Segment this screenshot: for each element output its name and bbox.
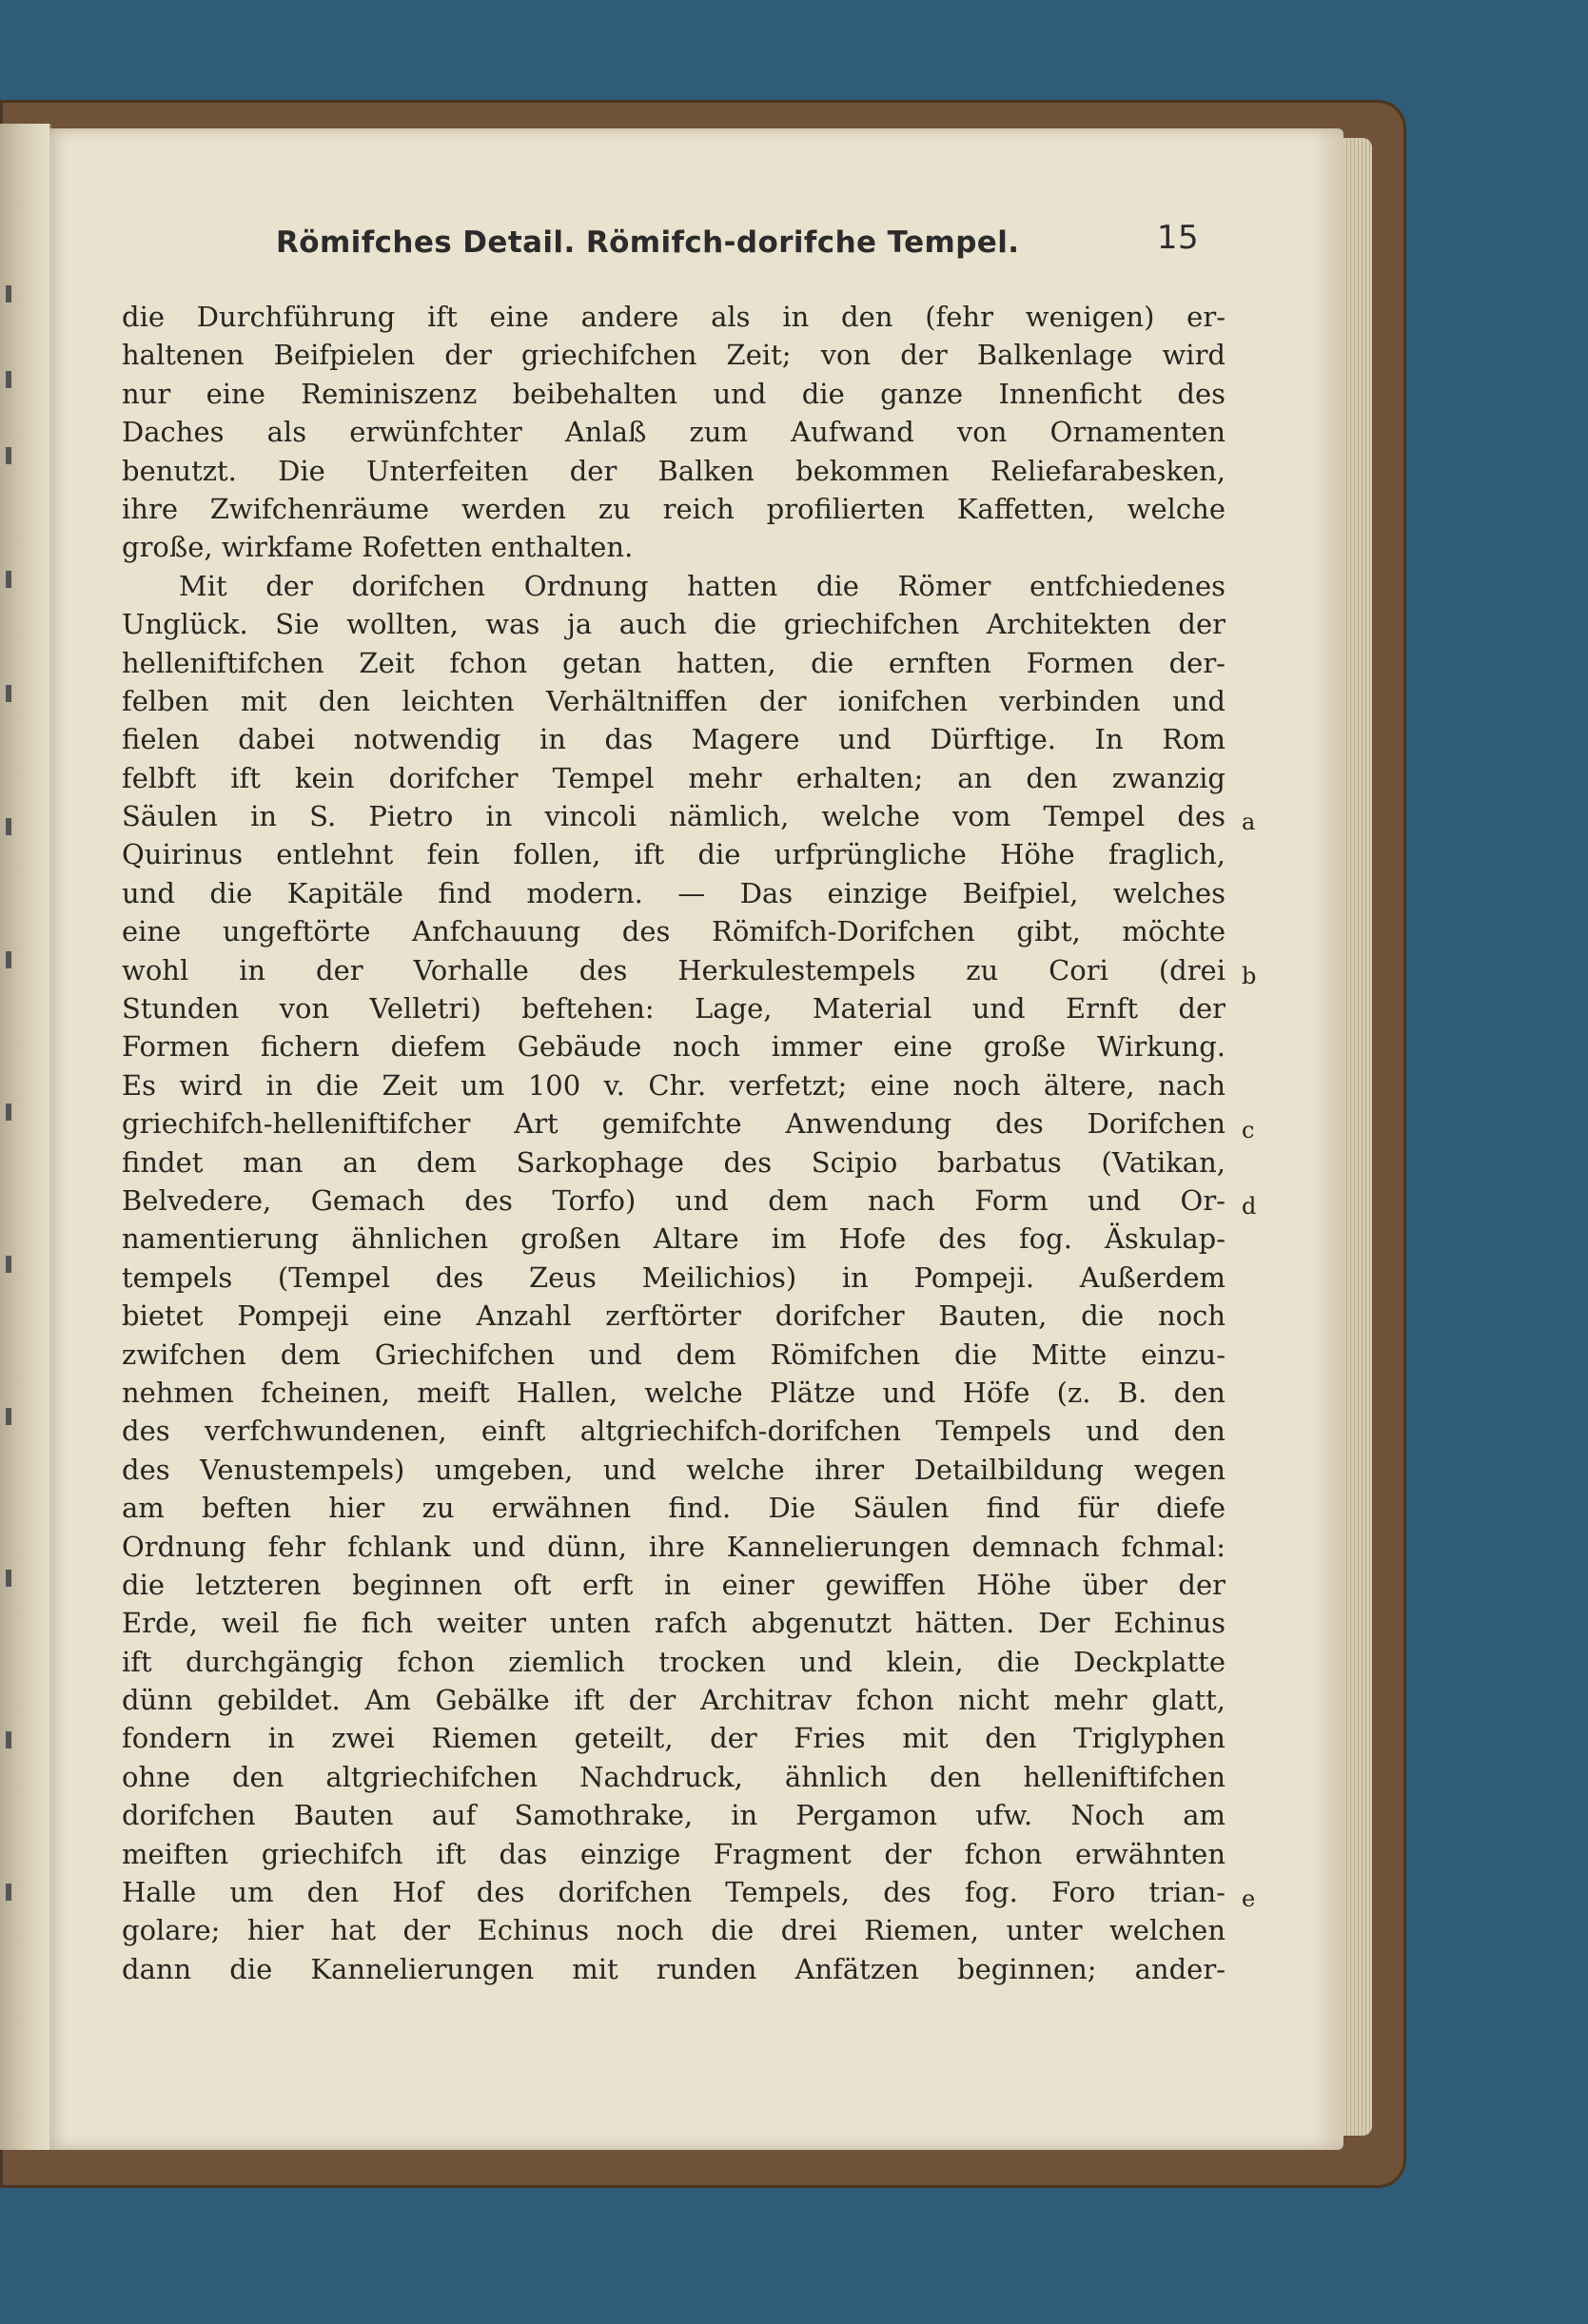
text-line: Belvedere, Gemach des Torfo) und dem nach Form und Or- xyxy=(122,1183,1225,1217)
text-line: golare; hier hat der Echinus noch die drei Riemen, unter welchen xyxy=(122,1914,1225,1947)
text-line: die Durchführung ift eine andere als in den (fehr wenigen) er- xyxy=(122,301,1225,333)
text-line: Ordnung fehr fchlank und dünn, ihre Kannelierungen demnach fchmal: xyxy=(122,1530,1225,1563)
marginal-note-d: d xyxy=(1242,1193,1257,1220)
text-line: eine ungeftörte Anfchauung des Römifch-Dorifchen gibt, möchte xyxy=(122,915,1225,948)
page-edges xyxy=(1343,138,1372,2136)
text-line: Säulen in S. Pietro in vincoli nämlich, welche vom Tempel des xyxy=(122,800,1225,833)
text-line: dann die Kannelierungen mit runden Anfätzen beginnen; ander- xyxy=(122,1952,1225,1985)
text-line: dünn gebildet. Am Gebälke ift der Architrav fchon nicht mehr glatt, xyxy=(122,1684,1225,1717)
text-line: tempels (Tempel des Zeus Meilichios) in Pompeji. Außerdem xyxy=(122,1260,1225,1294)
text-line: haltenen Beifpielen der griechifchen Zeit; von der Balkenlage wird xyxy=(122,339,1225,372)
text-line: am beften hier zu erwähnen find. Die Säulen find für diefe xyxy=(122,1492,1225,1525)
body-text xyxy=(122,298,1225,1988)
text-line: felben mit den leichten Verhältniffen der ionifchen verbinden und xyxy=(122,684,1225,717)
text-line: fielen dabei notwendig in das Magere und Dürftige. In Rom xyxy=(122,723,1225,756)
running-header xyxy=(276,219,1199,266)
text-line: nehmen fcheinen, meift Hallen, welche Plätze und Höfe (z. B. den xyxy=(122,1376,1225,1409)
text-line: große, wirkfame Rofetten enthalten. xyxy=(122,531,634,564)
paragraph-start-line: Mit der dorifchen Ordnung hatten die Römer entfchiedenes xyxy=(179,569,1225,602)
text-line: namentierung ähnlichen großen Altare im Hofe des fog. Äskulap- xyxy=(122,1222,1225,1256)
text-line: Erde, weil fie fich weiter unten rafch abgenutzt hätten. Der Echinus xyxy=(122,1607,1225,1640)
text-line: Halle um den Hof des dorifchen Tempels, des fog. Foro trian- xyxy=(122,1876,1225,1909)
text-line: Es wird in die Zeit um 100 v. Chr. verfetzt; eine noch ältere, nach xyxy=(122,1068,1225,1102)
text-line: zwifchen dem Griechifchen und dem Römifchen die Mitte einzu- xyxy=(122,1338,1225,1371)
text-line: ohne den altgriechifchen Nachdruck, ähnlich den helleniftifchen xyxy=(122,1760,1225,1793)
text-line: Formen fichern diefem Gebäude noch immer eine große Wirkung. xyxy=(122,1030,1225,1064)
running-title: Römifches Detail. Römifch-dorifche Tempel. xyxy=(276,225,1020,260)
text-line: Quirinus entlehnt fein follen, ift die urfprüngliche Höhe fraglich, xyxy=(122,838,1225,871)
text-line: wohl in der Vorhalle des Herkulestempels zu Cori (drei xyxy=(122,953,1225,986)
text-line: die letzteren beginnen oft erft in einer gewiffen Höhe über der xyxy=(122,1568,1225,1601)
text-line: nur eine Reminiszenz beibehalten und die ganze Innenficht des xyxy=(122,377,1225,410)
text-line: Stunden von Velletri) beftehen: Lage, Material und Ernft der xyxy=(122,992,1225,1025)
marginal-note-c: c xyxy=(1242,1117,1255,1143)
text-line: Daches als erwünfchter Anlaß zum Aufwand von Ornamenten xyxy=(122,416,1225,449)
text-line: fondern in zwei Riemen geteilt, der Fries mit den Triglyphen xyxy=(122,1722,1225,1755)
text-line: dorifchen Bauten auf Samothrake, in Pergamon ufw. Noch am xyxy=(122,1799,1225,1832)
text-line: felbft ift kein dorifcher Tempel mehr erhalten; an den zwanzig xyxy=(122,761,1225,794)
text-line: ihre Zwifchenräume werden zu reich profilierten Kaffetten, welche xyxy=(122,492,1225,525)
left-page-text-fragments xyxy=(6,285,34,1998)
text-line: Unglück. Sie wollten, was ja auch die griechifchen Architekten der xyxy=(122,608,1225,641)
text-line: griechifch-helleniftifcher Art gemifchte Anwendung des Dorifchen xyxy=(122,1107,1225,1141)
marginal-note-b: b xyxy=(1242,963,1257,989)
text-line: helleniftifchen Zeit fchon getan hatten, die ernften Formen der- xyxy=(122,646,1225,679)
text-line: findet man an dem Sarkophage des Scipio barbatus (Vatikan, xyxy=(122,1145,1225,1179)
marginal-note-e: e xyxy=(1242,1885,1256,1912)
text-line: des Venustempels) umgeben, und welche ihrer Detailbildung wegen xyxy=(122,1453,1225,1486)
text-line: bietet Pompeji eine Anzahl zerftörter dorifcher Bauten, die noch xyxy=(122,1299,1225,1333)
page-number: 15 xyxy=(1156,219,1199,257)
text-line: und die Kapitäle find modern. — Das einzige Beifpiel, welches xyxy=(122,876,1225,909)
text-line: benutzt. Die Unterfeiten der Balken bekommen Reliefarabesken, xyxy=(122,454,1225,487)
text-line: ift durchgängig fchon ziemlich trocken und klein, die Deckplatte xyxy=(122,1645,1225,1678)
text-line: meiften griechifch ift das einzige Fragment der fchon erwähnten xyxy=(122,1837,1225,1870)
marginal-note-a: a xyxy=(1242,809,1256,835)
text-line: des verfchwundenen, einft altgriechifch-dorifchen Tempels und den xyxy=(122,1415,1225,1448)
